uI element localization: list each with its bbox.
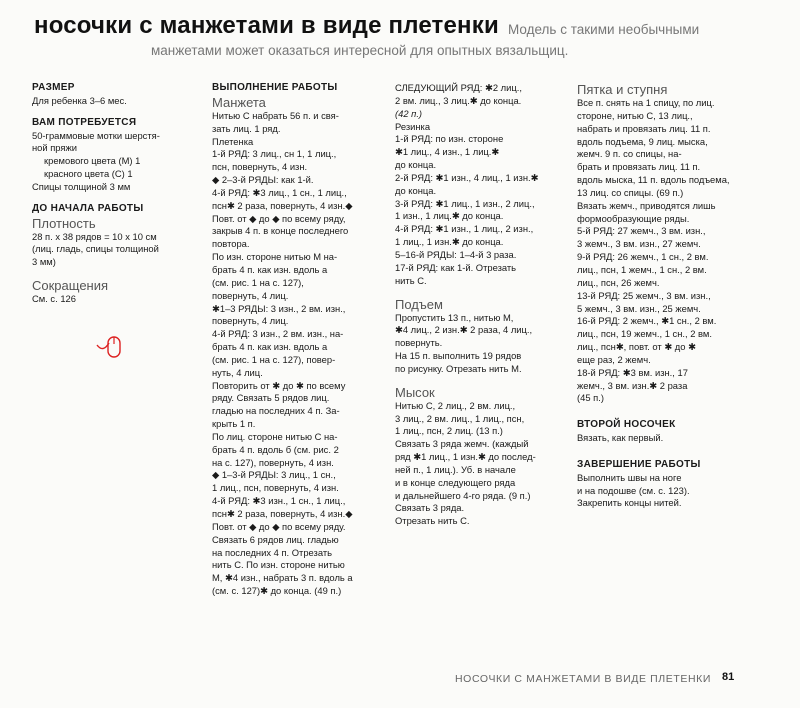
section-heading: ВАМ ПОТРЕБУЕТСЯ [32, 116, 137, 128]
text-line: 50-граммовые мотки шерстя- [32, 129, 160, 141]
text-line: Связать 6 рядов лиц. гладью [212, 533, 339, 545]
text-line: ряду. Связать 5 рядов лиц. [212, 392, 330, 404]
text-line: 5-й РЯД: 27 жемч., 3 вм. изн., [577, 225, 706, 237]
section-heading: Плотность [32, 215, 96, 231]
text-line: ✱1 лиц., 4 изн., 1 лиц.✱ [395, 146, 500, 158]
text-line: Выполнить швы на ноге [577, 471, 682, 483]
section-heading: Манжета [212, 94, 266, 110]
text-line: 3-й РЯД: ✱1 лиц., 1 изн., 2 лиц., [395, 197, 535, 209]
text-line: 16-й РЯД: 2 жемч., ✱1 сн., 2 вм. [577, 315, 717, 327]
text-line: Плетенка [212, 135, 254, 147]
text-line: 1 изн., 1 лиц.✱ до конца. [395, 210, 504, 222]
text-line: и на подошве (см. с. 123). [577, 484, 690, 496]
spacer [395, 376, 565, 385]
text-line: Отрезать нить С. [395, 515, 470, 527]
text-line: по рисунку. Отрезать нить М. [395, 362, 522, 374]
text-line: вдоль мыска, 11 п. вдоль подъема, [577, 174, 730, 186]
page-title: носочки с манжетами в виде плетенки [34, 12, 499, 39]
text-line: 4-й РЯД: ✱3 изн., 1 сн., 1 лиц., [212, 495, 346, 507]
text-line: брать и провязать лиц. 11 п. [577, 161, 701, 173]
text-line: ✱1–3 РЯДЫ: 3 изн., 2 вм. изн., [212, 302, 346, 314]
text-line: Связать 3 ряда жемч. (каждый [395, 438, 529, 450]
text-line: Закрепить концы нитей. [577, 497, 682, 509]
text-line: лиц., псн, 26 жемч. [577, 276, 660, 288]
spacer [577, 405, 752, 419]
text-line: СЛЕДУЮЩИЙ РЯД: ✱2 лиц., [395, 82, 522, 93]
text-line: 18-й РЯД: ✱3 вм. изн., 17 [577, 366, 688, 378]
text-line: кремового цвета (M) 1 [44, 155, 141, 167]
text-line: повернуть, 4 лиц. [212, 289, 289, 301]
text-line: 1 лиц., псн, повернуть, 4 изн. [212, 482, 339, 494]
text-line: брать 4 п. как изн. вдоль a [212, 341, 328, 353]
section-heading: ВТОРОЙ НОСОЧЕК [577, 419, 676, 431]
section-heading: Сокращения [32, 278, 109, 294]
section-heading: Мысок [395, 384, 435, 400]
spacer [32, 194, 192, 203]
text-line: ◆ 2–3-й РЯДЫ: как 1-й. [212, 174, 314, 186]
text-line: Все п. снять на 1 спицу, по лиц. [577, 97, 715, 108]
text-line: на с. 127), повернуть, 4 изн. [212, 456, 334, 468]
text-line: псн✱ 2 раза, повернуть, 4 изн.◆ [212, 199, 353, 211]
text-line: 9-й РЯД: 26 жемч., 1 сн., 2 вм. [577, 251, 709, 263]
text-line: нуть, 4 лиц. [212, 366, 263, 378]
text-line: 13 лиц. со спицы. (69 п.) [577, 186, 684, 198]
lead-text-line-1: Модель с такими необычными [508, 22, 700, 37]
text-line: ней п., 1 лиц.). Уб. в начале [395, 463, 516, 475]
text-line: 13-й РЯД: 25 жемч., 3 вм. изн., [577, 289, 711, 301]
text-line: (см. рис. 1 на с. 127), [212, 276, 304, 288]
text-line: крыть 1 п. [212, 418, 256, 430]
text-line: и дальнейшего 4-го ряда. (9 п.) [395, 489, 531, 501]
text-line: псн✱ 2 раза, повернуть, 4 изн.◆ [212, 508, 353, 519]
text-line: набрать и провязать лиц. 11 п. [577, 122, 711, 134]
text-line: брать 4 п. вдоль б (см. рис. 2 [212, 443, 339, 455]
column-heel-finishing [577, 82, 752, 510]
text-line: нить С. [395, 274, 427, 286]
text-line: лиц., псн, 19 жемч., 1 сн., 2 вм. [577, 328, 712, 340]
spacer [395, 288, 565, 297]
text-line: 4-й РЯД: ✱3 лиц., 1 сн., 1 лиц., [212, 186, 347, 198]
section-heading: Пятка и ступня [577, 82, 668, 97]
text-line: Вязать жемч., приводятся лишь [577, 199, 716, 211]
text-line: на последних 4 п. Отрезать [212, 546, 333, 558]
text-line: лиц., псн✱, повт. от ✱ до ✱ [577, 341, 696, 353]
text-line: 28 п. x 38 рядов = 10 x 10 см [32, 230, 157, 242]
spacer [577, 445, 752, 459]
text-line: 1-й РЯД: 3 лиц., сн 1, 1 лиц., [212, 148, 337, 160]
text-line: По лиц. стороне нитью С на- [212, 430, 338, 442]
text-line: Связать 3 ряда. [395, 502, 465, 514]
text-line: 3 лиц., 2 вм. лиц., 1 лиц., псн, [395, 412, 525, 424]
text-line: Повт. от ◆ до ◆ по всему ряду, [212, 212, 346, 224]
text-line: красного цвета (C) 1 [44, 168, 133, 180]
text-line: повернуть, 4 лиц. [212, 315, 289, 327]
section-heading: РАЗМЕР [32, 82, 75, 93]
text-line: (45 п.) [577, 392, 604, 404]
text-line: Пропустить 13 п., нитью М, [395, 311, 514, 323]
text-line: стороне, нитью С, 13 лиц., [577, 109, 693, 121]
text-line: 5–16-й РЯДЫ: 1–4-й 3 раза. [395, 248, 517, 260]
text-line: ✱4 лиц., 2 изн.✱ 2 раза, 4 лиц., [395, 324, 533, 336]
section-heading: Подъем [395, 296, 443, 312]
mouse-cursor-icon [95, 331, 129, 361]
text-line: жемч. 9 п. со спицы, на- [577, 148, 682, 160]
text-line: Резинка [395, 120, 431, 132]
footer-running-title: НОСОЧКИ С МАНЖЕТАМИ В ВИДЕ ПЛЕТЕНКИ [455, 673, 712, 685]
text-line: Спицы толщиной 3 мм [32, 180, 131, 192]
text-line: 5 жемч., 3 вм. изн., 25 жемч. [577, 302, 701, 314]
text-line: брать 4 п. как изн. вдоль a [212, 263, 328, 275]
text-line: Для ребенка 3–6 мес. [32, 94, 127, 106]
text-line: 3 мм) [32, 256, 56, 268]
section-heading: ВЫПОЛНЕНИЕ РАБОТЫ [212, 82, 338, 93]
column-instructions [212, 82, 382, 598]
text-line: зать лиц. 1 ряд. [212, 122, 281, 134]
text-line: до конца. [395, 184, 437, 196]
text-line: По изн. стороне нитью М на- [212, 251, 338, 263]
text-line: 4-й РЯД: ✱1 изн., 1 лиц., 2 изн., [395, 223, 534, 235]
text-line: 4-й РЯД: 3 изн., 2 вм. изн., на- [212, 328, 344, 340]
text-line: 1 лиц., 1 изн.✱ до конца. [395, 236, 504, 248]
text-line: жемч., 3 вм. изн.✱ 2 раза [577, 379, 688, 391]
text-line: Вязать, как первый. [577, 432, 664, 444]
text-line: На 15 п. выполнить 19 рядов [395, 350, 522, 362]
text-line: 2-й РЯД: ✱1 изн., 4 лиц., 1 изн.✱ [395, 171, 539, 183]
text-line: формообразующие ряды. [577, 212, 690, 224]
page-number: 81 [722, 671, 735, 683]
text-line: Повторить от ✱ до ✱ по всему [212, 379, 346, 391]
text-line: Повт. от ◆ до ◆ по всему ряду. [212, 520, 346, 532]
text-line: 2 вм. лиц., 3 лиц.✱ до конца. [395, 94, 522, 106]
text-line: нить С. По изн. стороне нитью [212, 559, 345, 571]
text-line: псн, повернуть, 4 изн. [212, 161, 308, 173]
text-line: повернуть. [395, 337, 443, 349]
text-line: ◆ 1–3-й РЯДЫ: 3 лиц., 1 сн., [212, 469, 336, 481]
text-line: еще раз, 2 жемч. [577, 353, 651, 365]
text-line: Нитью С, 2 лиц., 2 вм. лиц., [395, 399, 516, 411]
section-heading: ЗАВЕРШЕНИЕ РАБОТЫ [577, 458, 701, 470]
text-line: 1 лиц., псн, 2 лиц. (13 п.) [395, 425, 503, 437]
text-line: 1-й РЯД: по изн. стороне [395, 133, 504, 145]
column-rib-instep-toe [395, 82, 565, 528]
text-line: лиц., псн, 1 жемч., 1 сн., 2 вм. [577, 263, 707, 275]
text-line: до конца. [395, 159, 437, 171]
text-line: (42 п.) [395, 107, 423, 119]
text-line: вдоль подъема, 9 лиц. мыска, [577, 135, 708, 147]
text-line: (лиц. гладь, спицы толщиной [32, 243, 159, 255]
text-line: закрыв 4 п. в конце последнего [212, 225, 349, 237]
text-line: ряд ✱1 лиц., 1 изн.✱ до послед- [395, 451, 536, 463]
text-line: М, ✱4 изн., набрать 3 п. вдоль a [212, 572, 353, 584]
text-line: гладью на последних 4 п. За- [212, 405, 340, 417]
text-line: ной пряжи [32, 142, 78, 154]
spacer [32, 269, 192, 278]
lead-text-line-2: манжетами может оказаться интересной для опытных вязальщиц. [151, 43, 569, 58]
text-line: (см. рис. 1 на с. 127), повер- [212, 353, 336, 365]
column-materials [32, 82, 192, 306]
text-line: 17-й РЯД: как 1-й. Отрезать [395, 261, 517, 273]
text-line: См. с. 126 [32, 293, 76, 305]
spacer [32, 108, 192, 117]
text-line: Нитью С набрать 56 п. и свя- [212, 109, 339, 121]
text-line: (см. с. 127)✱ до конца. (49 п.) [212, 585, 342, 597]
text-line: 3 жемч., 3 вм. изн., 27 жемч. [577, 238, 701, 250]
text-line: и в конце следующего ряда [395, 476, 516, 488]
text-line: повтора. [212, 238, 250, 250]
section-heading: ДО НАЧАЛА РАБОТЫ [32, 202, 144, 214]
